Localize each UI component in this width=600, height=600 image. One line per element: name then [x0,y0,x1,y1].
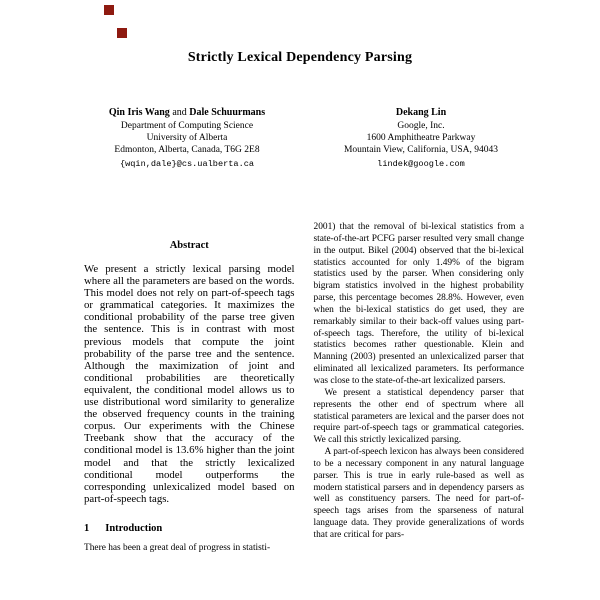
annotation-marker-1 [104,5,114,15]
body-paragraph: A part-of-speech lexicon has always been considered to be a necessary component in any natural language parser. This is true in early rule-based as well as modern statistical parsers and in dependency parsers as well as constituency parsers. The need for part-of-speech tags arises from the sparseness of natural language data. They provide generalizations of words that are critical for pars- [313,447,524,540]
abstract-text: We present a strictly lexical parsing model where all the parameters are based on the words. This model does not rely on part-of-speech tags or grammatical categories. It maximizes the conditional probability of the parse tree given the sentence. This is in contrast with most previous models that compute the joint probability of the parse tree and the sentence. Although the maximization of joint and conditional probabilities are theoretically equivalent, the conditional model allows us to use distributional word similarity to generalize the observed frequency counts in the training corpus. Our experiments with the Chinese Treebank show that the accuracy of the conditional model is 13.6% higher than the joint model and that the strictly lexicalized conditional model outperforms the corresponding unlexicalized model based on part-of-speech tags. [84,263,295,505]
affiliation-line: Edmonton, Alberta, Canada, T6G 2E8 [114,145,260,155]
affiliation-line: Mountain View, California, USA, 94043 [343,145,499,155]
author-block [70,106,538,170]
author-names-left [70,106,304,119]
affiliation-line: University of Alberta [146,133,228,143]
email-address: {wqin,dale}@cs.ualberta.ca [119,159,255,169]
affiliation-line: Department of Computing Science [120,121,254,131]
two-column-body [84,222,524,555]
author-group-right [304,106,538,170]
section-heading-introduction [84,523,295,534]
body-paragraph: We present a statistical dependency parser that represents the other end of spectrum where all statistical parameters are lexical and the parser does not require part-of-speech tags or grammatical categories. We call this strictly lexicalized parsing. [313,387,524,446]
annotation-marker-2 [117,28,127,38]
author-names-right [304,106,538,119]
body-paragraph: 2001) that the removal of bi-lexical statistics from a state-of-the-art PCFG parser resulted very small change in the output. Bikel (2004) observed that the bi-lexical statistics accounted for only 1.49% of the bigram statistics used by the parser. When considering only bigram statistics involved in the highest probability parse, this percentage becomes 28.8%. However, even when the bi-lexical statistics do get used, they are remarkably similar to their back-off values using part-of-speech tags. Therefore, the utility of bi-lexical statistics becomes rather questionable. Klein and Manning (2003) presented an unlexicalized parser that eliminated all lexicalized parameters. Its performance was close to the state-of-the-art lexicalized parsers. [313,222,524,386]
right-column [314,222,525,555]
email-address: lindek@google.com [377,159,465,169]
section-title: Introduction [105,522,163,534]
author-name: Qin Iris Wang [108,107,170,118]
abstract-heading: Abstract [169,240,209,251]
paper-title: Strictly Lexical Dependency Parsing [187,50,413,65]
intro-paragraph: There has been a great deal of progress in statisti- [84,542,271,553]
author-name: Dale Schuurmans [189,107,266,118]
section-number: 1 [84,522,90,534]
author-group-left [70,106,304,170]
author-name: Dekang Lin [395,107,447,118]
affiliation-line: 1600 Amphitheatre Parkway [366,133,476,143]
affiliation-line: Google, Inc. [397,121,445,131]
left-column [84,222,295,555]
author-conjunction: and [172,107,187,118]
